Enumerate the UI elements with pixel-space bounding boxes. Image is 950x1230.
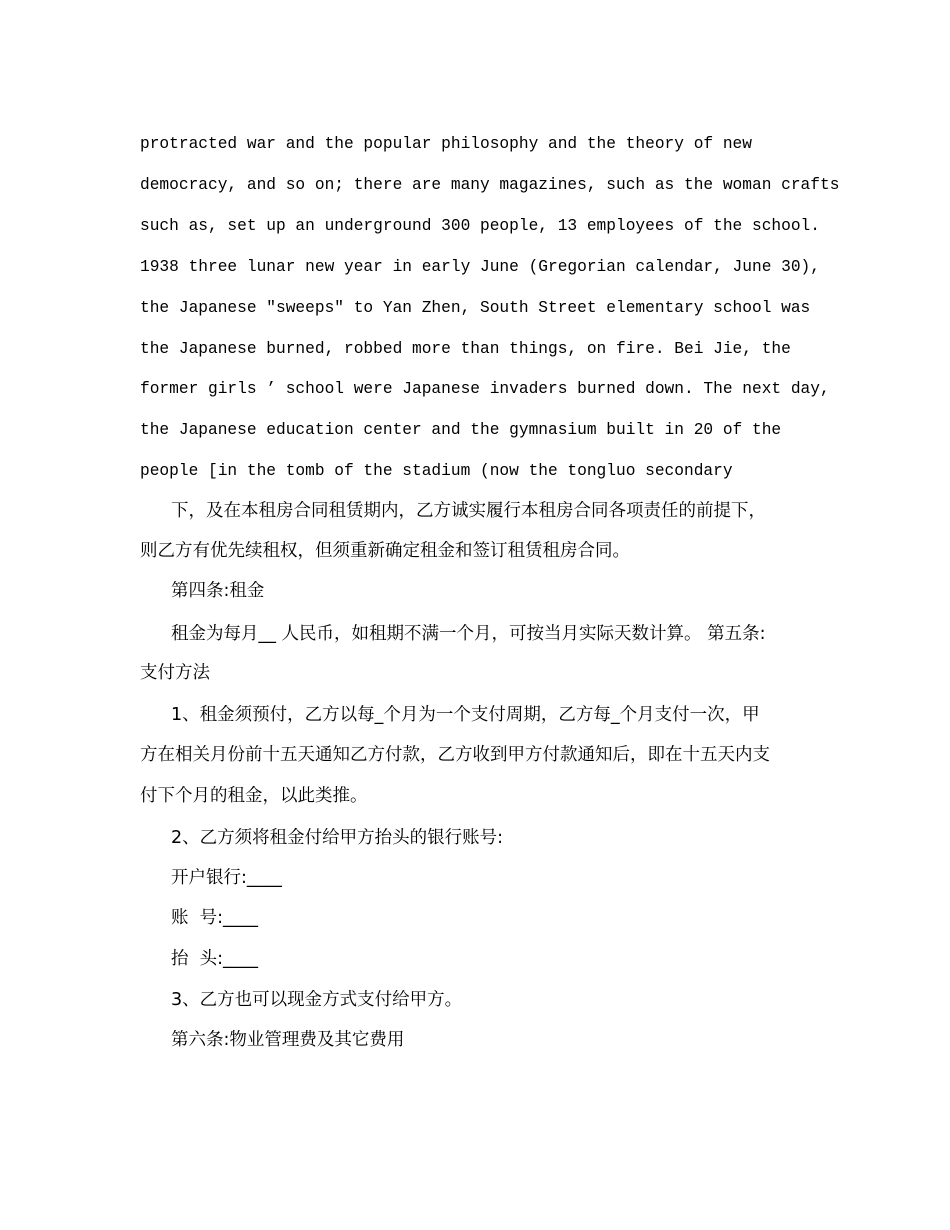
bank-name-field: 开户银行:____ — [171, 868, 282, 888]
renewal-clause-line-1: 下，及在本租房合同租赁期内，乙方诚实履行本租房合同各项责任的前提下， — [171, 501, 766, 521]
english-line-1: protracted war and the popular philosophy and the theory of new — [140, 135, 752, 153]
renewal-clause-line-2: 则乙方有优先续租权，但须重新确定租金和签订租赁租房合同。 — [140, 541, 630, 561]
payment-item-1-line-3: 付下个月的租金，以此类推。 — [140, 786, 368, 806]
article-4-heading: 第四条:租金 — [171, 581, 265, 601]
rent-clause-line-1: 租金为每月__ 人民币，如租期不满一个月，可按当月实际天数计算。 第五条: — [171, 624, 766, 644]
payment-item-1-line-2: 方在相关月份前十五天通知乙方付款，乙方收到甲方付款通知后，即在十五天内支 — [140, 745, 770, 765]
rent-clause-line-2: 支付方法 — [140, 663, 210, 683]
payment-item-1-line-1: 1、租金须预付，乙方以每_个月为一个支付周期，乙方每_个月支付一次，甲 — [171, 705, 760, 725]
english-line-5: the Japanese "sweeps" to Yan Zhen, South Street elementary school was — [140, 299, 811, 317]
english-line-2: democracy, and so on; there are many magazines, such as the woman crafts — [140, 176, 840, 194]
payment-item-3: 3、乙方也可以现金方式支付给甲方。 — [171, 990, 463, 1010]
english-line-4: 1938 three lunar new year in early June (Gregorian calendar, June 30), — [140, 258, 820, 276]
english-line-6: the Japanese burned, robbed more than things, on fire. Bei Jie, the — [140, 340, 791, 358]
payee-field: 抬 头:____ — [171, 949, 259, 969]
payment-item-2: 2、乙方须将租金付给甲方抬头的银行账号: — [171, 828, 504, 848]
english-line-9: people [in the tomb of the stadium (now the tongluo secondary — [140, 462, 733, 480]
english-line-7: former girls ’ school were Japanese invaders burned down. The next day, — [140, 380, 830, 398]
english-line-3: such as, set up an underground 300 people, 13 employees of the school. — [140, 217, 820, 235]
english-line-8: the Japanese education center and the gymnasium built in 20 of the — [140, 421, 782, 439]
account-number-field: 账 号:____ — [171, 908, 259, 928]
article-6-heading: 第六条:物业管理费及其它费用 — [171, 1030, 405, 1050]
